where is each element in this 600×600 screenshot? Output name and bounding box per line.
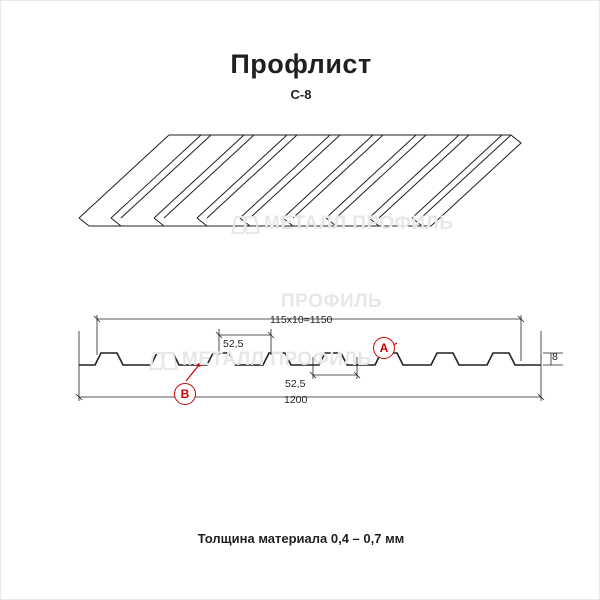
callout-a: A	[373, 337, 395, 359]
isometric-svg	[51, 113, 561, 263]
dimension-pitch-upper: 52,5	[223, 338, 244, 350]
profile-code: С-8	[290, 87, 312, 102]
page-title: Профлист	[230, 49, 372, 79]
watermark-text: ПРОФИЛЬ	[281, 291, 383, 312]
material-thickness-note: Толщина материала 0,4 – 0,7 мм	[197, 531, 405, 546]
callout-b: B	[174, 383, 196, 405]
dimension-total-width: 1200	[284, 394, 308, 406]
dimension-pitch-lower: 52,5	[285, 378, 306, 390]
isometric-profile-drawing	[51, 113, 561, 263]
dimension-top-span: 115х10=1150	[270, 314, 333, 326]
watermark-text: МЕТАЛЛ ПРОФИЛЬ	[264, 213, 454, 234]
dimension-height: 8	[552, 351, 558, 363]
watermark-text: МЕТАЛЛ ПРОФИЛЬ	[182, 349, 372, 370]
